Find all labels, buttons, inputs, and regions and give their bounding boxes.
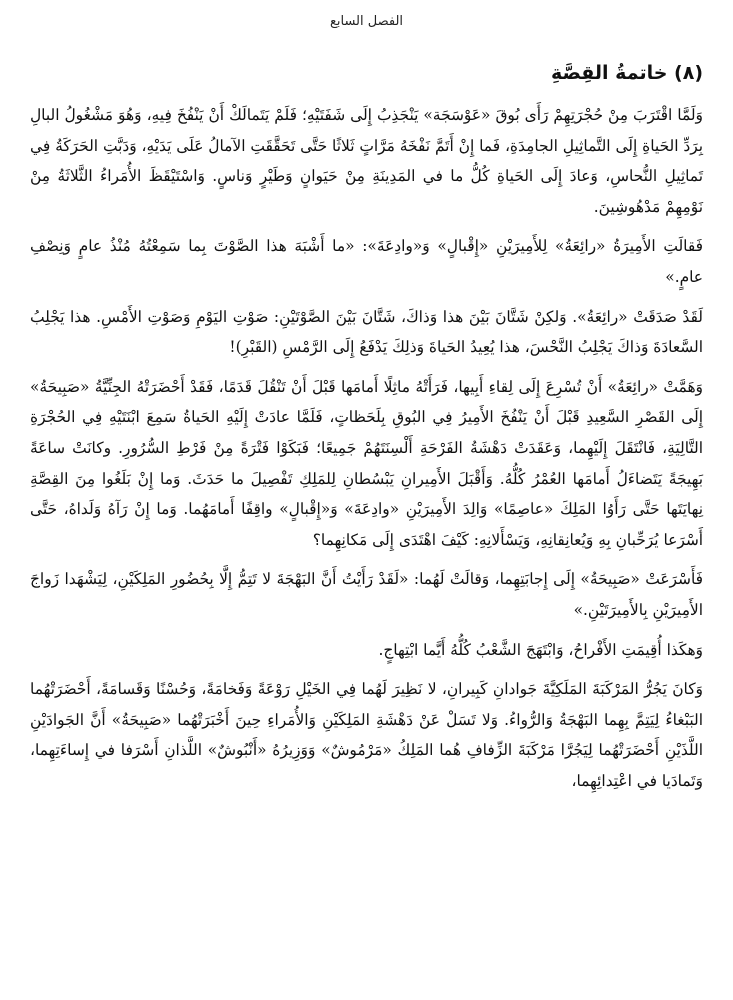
- paragraph: وَكانَ يَجُرُّ المَرْكَبَةَ المَلَكِيَّةَ جَوادانِ كَبِيرانِ، لا نَظِيرَ لَهُما فِي الخَيْلِ رَوْعَةً وَفَخامَةً، وَحُسْنًا وَقَسامَةً، أَحْضَرَتْهُما البَبْغاءُ لِيَتِمَّ بِهِما البَهْجَةُ وَالرُّواءُ. وَلا تَسَلْ عَنْ دَهْشَةِ المَلِكَيْنِ وَالأُمَراءِ حِينَ أَخْبَرَتْهُما «صَبِيحَةُ» أَنَّ الجَوادَيْنِ اللَّذَيْنِ أَحْضَرَتْهُما لِيَجُرَّا مَرْكَبَةَ الزِّفافِ هُما المَلِكُ «مَرْمُوشٌ» وَوَزِيرُهُ «أَنْبُوشٌ» اللَّذانِ أَسْرَفا في إِساءَتِهِما، وَتَمادَيا في اعْتِدائِهِما،: [30, 680, 703, 790]
- running-header: الفصل السابع: [329, 14, 404, 29]
- paragraph: وَهكَذا أُقِيمَتِ الأَفْراحُ، وَابْتَهَجَ الشَّعْبُ كُلُّهُ أَيَّما ابْتِهاجٍ.: [378, 640, 703, 659]
- section-title: (٨) خاتمةُ القِصَّةِ: [551, 62, 703, 84]
- body-text: [30, 100, 703, 796]
- paragraph: فَقالَتِ الأَمِيرَةُ «رائِعَةُ» لِلأَمِيرَيْنِ «إِقْبالٍ» وَ«وادِعَةَ»: «ما أَشْبَهَ هذا الصَّوْتَ بِما سَمِعْتُهُ مُنْذُ عامٍ وَنِصْفِ عامٍ.»: [30, 237, 703, 286]
- paragraph: وَهَمَّتْ «رائِعَةُ» أَنْ تُسْرِعَ إِلَى لِقاءِ أَبِيها، فَرَأَتْهُ ماثِلًا أَمامَها قَبْلَ أَنْ تَنْقُلَ قَدَمًا، فَقَدْ أَحْضَرَتْهُ الجِنِّيَّةُ «صَبِيحَةُ» إِلَى القَصْرِ السَّعِيدِ قَبْلَ أَنْ يَنْفُخَ الأَمِيرُ فِي البُوقِ بِلَحَظاتٍ، فَلَمَّا عادَتْ إِلَيْهِ الحَياةُ سَمِعَ ابْنَتَيْهِ فِي الحُجْرَةِ التَّالِيَةِ، فَانْتَقَلَ إِلَيْهِما، وَعَقَدَتْ دَهْشَةُ الفَرْحَةِ أَلْسِنَتَهُمْ جَمِيعًا؛ فَبَكَوْا فَتْرَةً مِنْ فَرْطِ السُّرُورِ. وكانَتْ ساعَةً بَهِيجَةً يَتَضاءَلُ أَمامَها العُمْرُ كُلُّهُ. وَأَقْبَلَ الأَمِيرانِ يَبْسُطانِ لِلمَلِكِ تَفْصِيلَ ما حَدَثَ. وَما إِنْ بَلَغُوا مِنَ القِصَّةِ نِهايَتَها حَتَّى رَأَوُا المَلِكَ «عاصِمًا» وَالِدَ الأَمِيرَيْنِ «وادِعَةَ» وَ«إِقْبالٍ» واقِفًا أَمامَهُما. وَما إِنْ رَآهُ وَلَداهُ، حَتَّى أَسْرَعا يُرَحِّبانِ بِهِ وَيُعانِقانِهِ، وَيَسْأَلانِهِ: كَيْفَ اهْتَدَى إِلَى مَكانِهِما؟: [30, 377, 703, 549]
- paragraph: وَلَمَّا اقْتَرَبَ مِنْ حُجْرَتِهِمْ رَأَى بُوقَ «عَوْسَجَة» يَنْجَذِبُ إِلَى شَفَتَيْهِ؛ فَلَمْ يَتَمالَكْ أَنْ يَنْفُخَ فِيهِ، وَهُوَ مَشْغُولُ البالِ بِرَدِّ الحَياةِ إِلَى التَّماثِيلِ الجامِدَةِ، فَما إِنْ أَتَمَّ نَفْخَهُ مَرَّاتٍ ثَلاثًا حَتَّى تَحَقَّقَتِ الآمالُ عَلَى يَدَيْهِ، وَدَبَّتِ الحَرَكَةُ فِي تَماثِيلِ النُّحاسِ، وَعادَ إِلَى الحَياةِ كُلُّ ما في المَدِينَةِ مِنْ حَيَوانٍ وَطَيْرٍ وَناسٍ. وَاسْتَيْقَظَ الأُمَراءُ الثَّلاثَةُ مِنْ نَوْمِهِمْ مَدْهُوشِينَ.: [30, 106, 703, 216]
- paragraph: فَأَسْرَعَتْ «صَبِيحَةُ» إِلَى إِجابَتِهِما، وَقالَتْ لَهُما: «لَقَدْ رَأَيْتُ أَنَّ البَهْجَةَ لا تَتِمُّ إِلَّا بِحُضُورِ المَلِكَيْنِ، لِيَشْهَدا زَواجَ الأَمِيرَيْنِ بِالأَمِيرَتَيْنِ.»: [30, 570, 703, 619]
- paragraph: لَقَدْ صَدَقَتْ «رائِعَةُ». وَلكِنْ شَتَّانَ بَيْنَ هذا وَذاكَ، شَتَّانَ بَيْنَ الصَّوْتَيْنِ: صَوْتِ اليَوْمِ وَصَوْتِ الأَمْسِ. هذا يَجْلِبُ السَّعادَةَ وَذاكَ يَجْلِبُ النَّحْسَ، هذا يُعِيدُ الحَياةَ وَذلِكَ يَدْفَعُ إِلَى الرَّمْسِ (القَبْرِ)!: [30, 307, 703, 357]
